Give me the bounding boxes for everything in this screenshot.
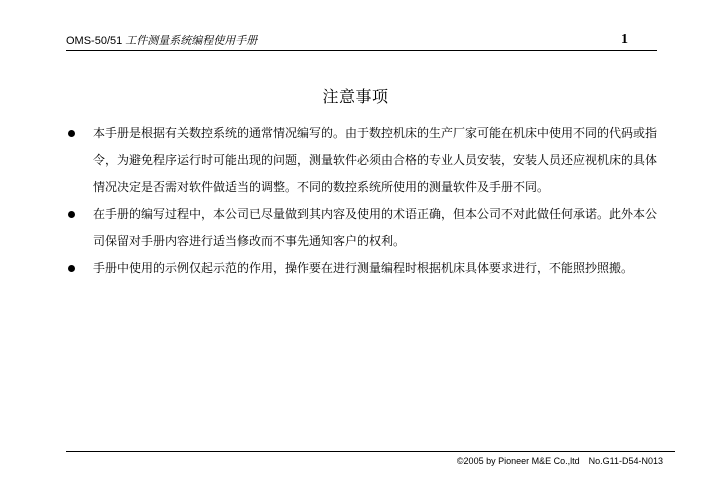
footer-divider [66, 451, 675, 452]
note-item [66, 120, 666, 201]
copyright-text: ©2005 by Pioneer M&E Co.,ltd [456, 456, 580, 466]
header-left [66, 33, 257, 49]
note-text: 手册中使用的示例仅起示范的作用，操作要在进行测量编程时根据机床具体要求进行，不能照抄照搬。 [93, 261, 634, 275]
note-item [66, 201, 666, 255]
bullet-icon [68, 265, 75, 272]
document-code: OMS-50/51 [66, 35, 123, 47]
notes-list [66, 120, 666, 282]
page-header [66, 33, 656, 50]
manual-title: 工件测量系统编程使用手册 [125, 34, 258, 47]
page-title: 注意事项 [322, 87, 389, 106]
header-divider [66, 50, 657, 51]
note-text: 本手册是根据有关数控系统的通常情况编写的。由于数控机床的生产厂家可能在机床中使用不同的代码或指令，为避免程序运行时可能出现的问题，测量软件必须由合格的专业人员安装，安装人员还应视机床的具体情况决定是否需对软件做适当的调整。不同的数控系统所使用的测量软件及手册不同。 [93, 126, 658, 194]
bullet-icon [68, 130, 75, 137]
note-text: 在手册的编写过程中，本公司已尽量做到其内容及使用的术语正确，但本公司不对此做任何承诺。此外本公司保留对手册内容进行适当修改而不事先通知客户的权利。 [93, 207, 658, 248]
page-number: 1 [621, 32, 628, 47]
note-item [66, 255, 666, 282]
page-footer [457, 455, 663, 467]
bullet-icon [68, 211, 75, 218]
document-number: No.G11-D54-N013 [588, 456, 663, 466]
